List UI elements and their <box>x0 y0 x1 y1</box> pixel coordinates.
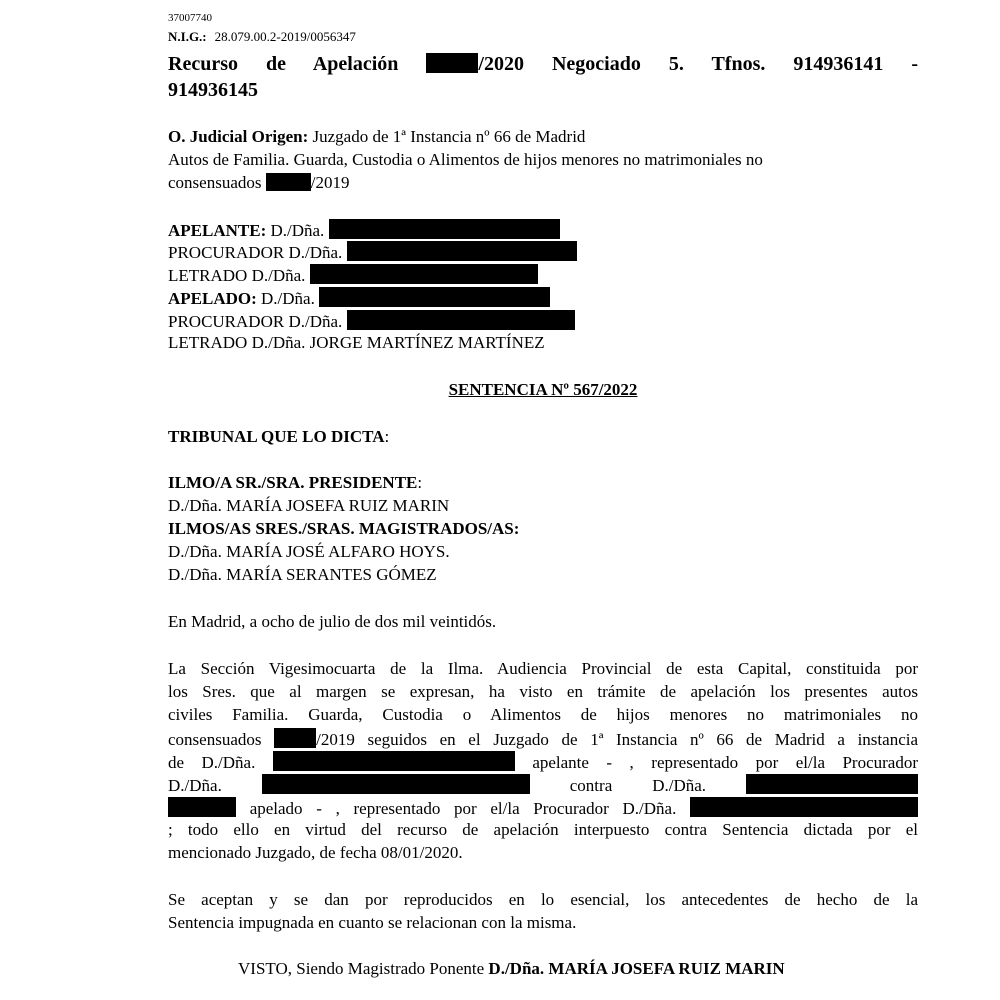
redaction-box <box>168 797 236 817</box>
redaction-box <box>273 751 515 771</box>
recurso-details: /2020 Negociado 5. Tfnos. 914936141 - <box>478 53 919 75</box>
body-p2-line-1: Se aceptan y se dan por reproducidos en lo esencial, los antecedentes de hecho de la <box>168 890 918 909</box>
sentencia-title: SENTENCIA Nº 567/2022 <box>448 380 638 399</box>
letrado-apelante-line: LETRADO D./Dña. <box>168 264 538 286</box>
redaction-box <box>310 264 538 284</box>
procurador-apelado-line: PROCURADOR D./Dña. <box>168 310 575 332</box>
doc-id: 37007740 <box>168 12 212 24</box>
body-line-2: los Sres. que al margen se expresan, ha visto en trámite de apelación los presentes autos <box>168 682 918 701</box>
body-p2-line-2: Sentencia impugnada en cuanto se relacionan con la misma. <box>168 913 577 932</box>
body-line-4: consensuados /2019 seguidos en el Juzgado de 1ª Instancia nº 66 de Madrid a instancia <box>168 730 919 749</box>
recurso-phone: 914936145 <box>168 79 258 101</box>
magistrado-2: D./Dña. MARÍA SERANTES GÓMEZ <box>168 565 437 584</box>
body-line-5: de D./Dña. apelante - , representado por el/la Procurador <box>168 753 918 772</box>
nig-label: N.I.G.: <box>168 29 207 44</box>
body-line-9: mencionado Juzgado, de fecha 08/01/2020. <box>168 843 463 862</box>
presidente-label-line: ILMO/A SR./SRA. PRESIDENTE: <box>168 473 423 492</box>
redaction-box <box>690 797 918 817</box>
magistrados-label: ILMOS/AS SRES./SRAS. MAGISTRADOS/AS: <box>168 519 520 538</box>
visto-line: VISTO, Siendo Magistrado Ponente D./Dña. MARÍA JOSEFA RUIZ MARIN <box>238 959 785 978</box>
redaction-box <box>274 728 316 748</box>
redaction-box <box>262 774 530 794</box>
redaction-box <box>347 241 577 261</box>
redaction-box <box>266 173 311 191</box>
presidente-name: D./Dña. MARÍA JOSEFA RUIZ MARIN <box>168 496 450 515</box>
recurso-label: Recurso de Apelación <box>168 53 399 75</box>
redaction-box <box>329 219 560 239</box>
procurador-apelante-line: PROCURADOR D./Dña. <box>168 241 577 263</box>
ponente-name: D./Dña. MARÍA JOSEFA RUIZ MARIN <box>488 959 785 978</box>
tribunal-title: TRIBUNAL QUE LO DICTA <box>168 427 385 446</box>
redaction-box <box>319 287 550 307</box>
body-line-1: La Sección Vigesimocuarta de la Ilma. Audiencia Provincial de esta Capital, constituida por <box>168 659 918 678</box>
magistrado-1: D./Dña. MARÍA JOSÉ ALFARO HOYS. <box>168 542 450 561</box>
origin-line <box>168 127 585 147</box>
body-line-8: ; todo ello en virtud del recurso de apelación interpuesto contra Sentencia dictada por el <box>168 820 918 839</box>
apelante-line: APELANTE: D./Dña. <box>168 219 560 241</box>
redaction-box <box>426 53 478 73</box>
body-line-7: apelado - , representado por el/la Procurador D./Dña. <box>168 797 918 819</box>
tribunal-title-line: TRIBUNAL QUE LO DICTA: <box>168 427 390 446</box>
origin-line-3: consensuados /2019 <box>168 173 350 192</box>
apelado-line: APELADO: D./Dña. <box>168 287 550 309</box>
date-line: En Madrid, a ocho de julio de dos mil veintidós. <box>168 612 497 631</box>
body-line-6: D./Dña. contra D./Dña. <box>168 774 918 796</box>
letrado-apelado-line: LETRADO D./Dña. JORGE MARTÍNEZ MARTÍNEZ <box>168 333 545 352</box>
nig-value: 28.079.00.2-2019/0056347 <box>214 29 356 44</box>
redaction-box <box>746 774 918 794</box>
nig-line <box>168 29 356 44</box>
redaction-box <box>347 310 575 330</box>
origin-label: O. Judicial Origen: <box>168 127 309 146</box>
origin-court: Juzgado de 1ª Instancia nº 66 de Madrid <box>308 127 586 146</box>
origin-line-2: Autos de Familia. Guarda, Custodia o Alimentos de hijos menores no matrimoniales no <box>168 150 763 169</box>
body-line-3: civiles Familia. Guarda, Custodia o Alimentos de hijos menores no matrimoniales no <box>168 705 918 724</box>
recurso-line <box>168 52 918 76</box>
